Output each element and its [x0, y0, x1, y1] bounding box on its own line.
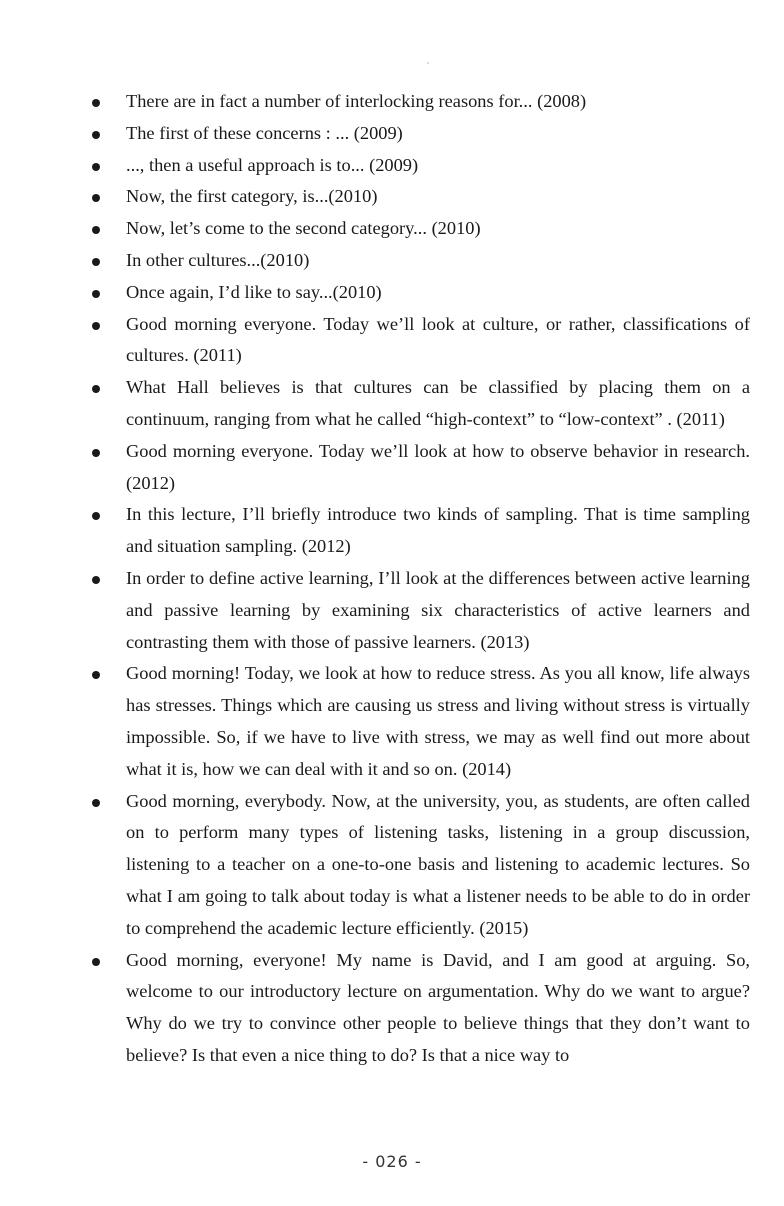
bullet-item [86, 86, 750, 118]
bullet-item [86, 658, 750, 785]
bullet-item [86, 277, 750, 309]
bullet-item [86, 372, 750, 436]
bullet-dot-icon [92, 290, 100, 298]
bullet-dot-icon [92, 163, 100, 171]
bullet-item [86, 213, 750, 245]
bullet-dot-icon [92, 99, 100, 107]
bullet-item [86, 436, 750, 500]
bullet-text: In order to define active learning, I’ll look at the differences between active learning and passive learning by examining six characteristics of active learners and contrasting them with those of passive learners. (2013) [126, 567, 750, 652]
bullet-dot-icon [92, 385, 100, 393]
bullet-dot-icon [92, 512, 100, 520]
scan-speck [427, 62, 429, 64]
bullet-text: Good morning everyone. Today we’ll look at how to observe behavior in research. (2012) [126, 440, 750, 493]
bullet-text: In this lecture, I’ll briefly introduce two kinds of sampling. That is time sampling and situation sampling. (2012) [126, 504, 750, 557]
page-number: - 026 - [362, 1152, 422, 1171]
bullet-dot-icon [92, 258, 100, 266]
bullet-text: Good morning! Today, we look at how to reduce stress. As you all know, life always has stresses. Things which are causing us stress and living without stress is virtually impossible. So, if we have to live with stress, we may as well find out more about what it is, how we can deal with it and so on. (2014) [126, 663, 750, 779]
bullet-text: Once again, I’d like to say...(2010) [126, 281, 382, 302]
bullet-item [86, 309, 750, 373]
bullet-text: Now, the first category, is...(2010) [126, 186, 378, 207]
bullet-text: Now, let’s come to the second category... (2010) [126, 218, 481, 239]
bullet-item [86, 786, 750, 945]
bullet-item [86, 181, 750, 213]
bullet-dot-icon [92, 131, 100, 139]
bullet-dot-icon [92, 799, 100, 807]
bullet-item [86, 563, 750, 658]
bullet-text: The first of these concerns : ... (2009) [126, 122, 403, 143]
bullet-dot-icon [92, 449, 100, 457]
bullet-item [86, 150, 750, 182]
bullet-dot-icon [92, 194, 100, 202]
bullet-item [86, 118, 750, 150]
bullet-dot-icon [92, 322, 100, 330]
bullet-text: In other cultures...(2010) [126, 249, 310, 270]
bullet-text: What Hall believes is that cultures can be classified by placing them on a continuum, ranging from what he called “high-context” to “low-context” . (2011) [126, 377, 750, 429]
bullet-dot-icon [92, 226, 100, 234]
bullet-item [86, 499, 750, 563]
bullet-item [86, 245, 750, 277]
bullet-text: Good morning, everyone! My name is David, and I am good at arguing. So, welcome to our introductory lecture on argumentation. Why do we want to argue? Why do we try to convince other people to believe things that they don’t want to believe? Is that even a nice thing to do? Is that a nice way to [126, 949, 750, 1065]
bullet-dot-icon [92, 671, 100, 679]
bullet-dot-icon [92, 958, 100, 966]
phrase-bullet-list [86, 86, 750, 1072]
bullet-dot-icon [92, 576, 100, 584]
bullet-text: Good morning, everybody. Now, at the university, you, as students, are often called on to perform many types of listening tasks, listening in a group discussion, listening to a teacher on a one-to-one basis and listening to academic lectures. So what I am going to talk about today is what a listener needs to be able to do in order to comprehend the academic lecture efficiently. (2015) [126, 790, 750, 938]
bullet-text: ..., then a useful approach is to... (2009) [126, 154, 419, 175]
bullet-text: There are in fact a number of interlocking reasons for... (2008) [126, 91, 587, 111]
bullet-text: Good morning everyone. Today we’ll look at culture, or rather, classifications of cultures. (2011) [126, 313, 750, 366]
bullet-item [86, 945, 750, 1072]
